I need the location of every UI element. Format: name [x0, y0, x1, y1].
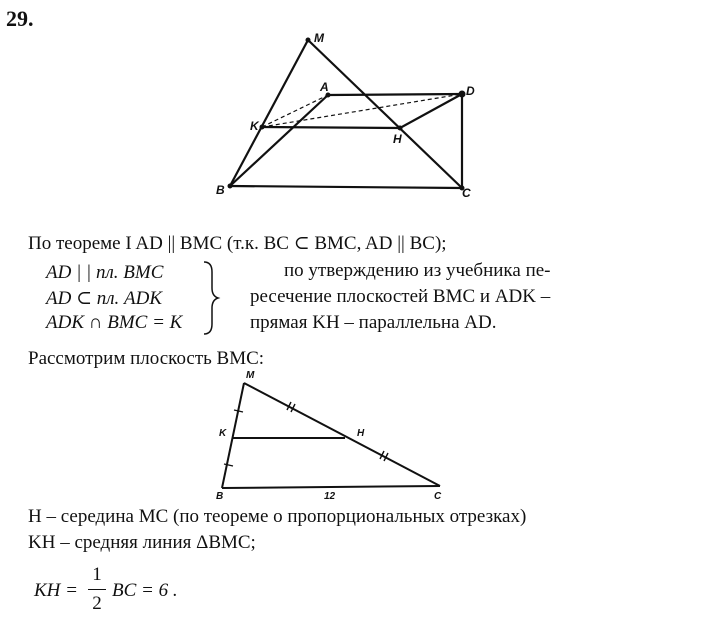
system-line-1: AD | | пл. BMC [46, 262, 164, 283]
text-consider: Рассмотрим плоскость ВМС: [28, 348, 265, 369]
label-C: C [462, 186, 471, 200]
system-line-3: ADK ∩ BMC = K [46, 312, 183, 333]
label-A: A [320, 80, 329, 94]
label-K: K [250, 119, 259, 133]
label-D: D [466, 84, 475, 98]
fraction-bar [88, 589, 106, 590]
explanation-line-1: по утверждению из учебника пе- [284, 260, 551, 281]
problem-number: 29. [6, 6, 34, 31]
conclusion-line-2: KH – средняя линия ΔBMC; [28, 532, 256, 553]
label-H: H [393, 132, 402, 146]
side-BC [222, 486, 440, 488]
label-B: B [216, 183, 225, 197]
conclusion-line-1: H – середина MC (по теореме о пропорциональных отрезках) [28, 506, 527, 527]
formula-denominator: 2 [92, 593, 102, 614]
formula-numerator: 1 [92, 564, 102, 585]
tri-label-bc-length: 12 [324, 491, 336, 502]
formula-lhs: KH = [34, 580, 78, 601]
tri-label-C: C [434, 491, 442, 502]
side-MC [244, 383, 440, 486]
label-M: M [314, 31, 324, 45]
explanation-line-3: прямая KH – параллельна AD. [250, 312, 497, 333]
formula-rhs: BC = 6 . [112, 580, 178, 601]
explanation-line-2: ресечение плоскостей BMC и ADK – [250, 286, 551, 307]
tri-label-M: M [246, 370, 255, 381]
tri-label-B: B [216, 491, 224, 502]
text-line1: По теореме I AD || BMC (т.к. BC ⊂ BMC, AD || BC); [28, 233, 447, 254]
tri-label-H: H [357, 428, 365, 439]
tri-label-K: K [219, 428, 227, 439]
system-line-2: AD ⊂ пл. ADK [46, 288, 163, 309]
